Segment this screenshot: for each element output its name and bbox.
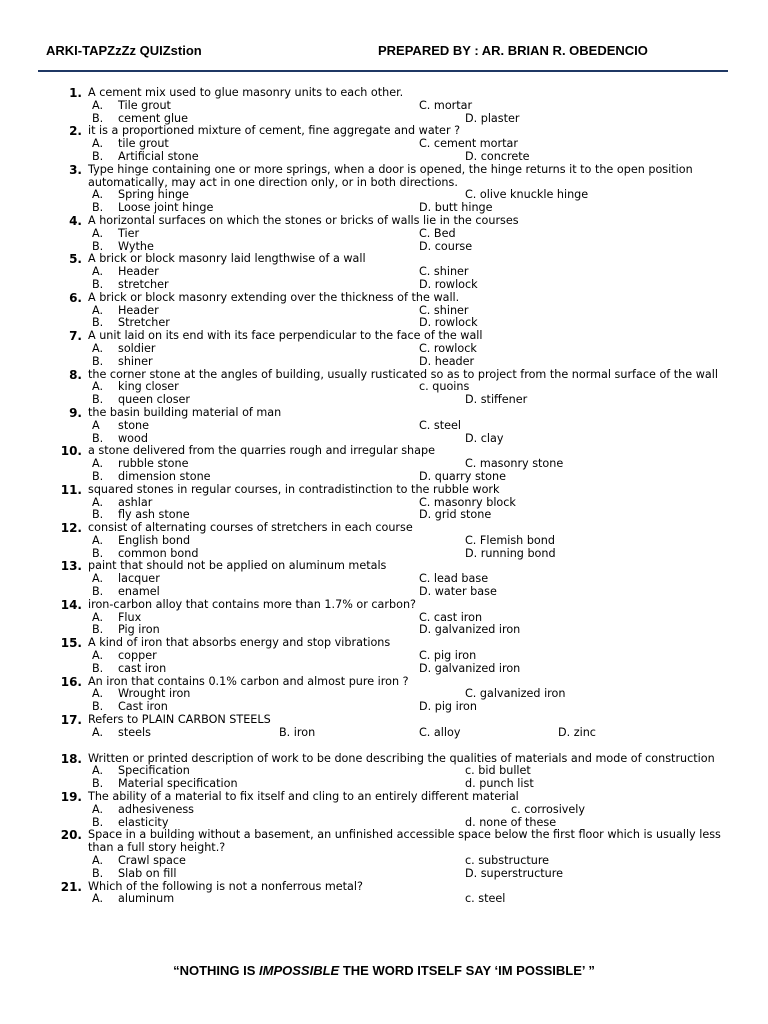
- question-item: [0, 292, 768, 305]
- question-number: 7.: [69, 329, 82, 344]
- option-letter: A.: [92, 380, 104, 394]
- option-row: [0, 279, 768, 292]
- option-row: [0, 727, 768, 740]
- option-text: enamel: [118, 585, 160, 599]
- option-text: soldier: [118, 341, 156, 355]
- option-right: C. masonry stone: [465, 457, 564, 471]
- question-item: [0, 637, 768, 650]
- option-text: Material specification: [118, 777, 238, 791]
- option-text: cast iron: [118, 661, 167, 675]
- option-letter: B.: [92, 393, 104, 407]
- question-item: [0, 330, 768, 343]
- option-letter: B.: [92, 777, 104, 791]
- option-text: adhesiveness: [118, 802, 195, 816]
- option-letter: B.: [92, 546, 104, 560]
- question-number: 6.: [69, 290, 82, 305]
- option-left: [92, 394, 190, 407]
- option-text: Flux: [118, 610, 142, 624]
- question-text: A cement mix used to glue masonry units to each other.: [88, 86, 404, 99]
- option-letter: A.: [92, 457, 104, 471]
- option-left: [92, 586, 160, 599]
- question-item: [0, 829, 768, 855]
- question-item: [0, 215, 768, 228]
- footer-quote-end: THE WORD ITSELF SAY ‘IM POSSIBLE’ ”: [339, 963, 595, 978]
- footer-quote-start: “NOTHING IS: [173, 963, 260, 978]
- option-text: Artificial stone: [118, 149, 199, 163]
- question-item: [0, 484, 768, 497]
- question-text: An iron that contains 0.1% carbon and almost pure iron ?: [88, 674, 409, 688]
- option-text: rubble stone: [118, 457, 189, 471]
- question-item: [0, 87, 768, 100]
- question-text: Which of the following is not a nonferrous metal?: [88, 879, 363, 893]
- option-right: C. shiner: [419, 303, 469, 317]
- option-text: king closer: [118, 380, 179, 394]
- option-letter: B.: [92, 866, 104, 880]
- option-row: [0, 394, 768, 407]
- option-right: D. butt hinge: [419, 201, 493, 215]
- question-number: 17.: [60, 713, 82, 728]
- option-letter: B.: [92, 623, 104, 637]
- option-text: ashlar: [118, 495, 153, 509]
- option-text: wood: [118, 431, 148, 445]
- option-right: C. Bed: [419, 226, 456, 240]
- option-text: Cast iron: [118, 700, 168, 714]
- question-item: [0, 125, 768, 138]
- option-right: D. running bond: [465, 546, 556, 560]
- option-right: D. galvanized iron: [419, 623, 521, 637]
- option-right: D. quarry stone: [419, 469, 506, 483]
- question-number: 10.: [60, 444, 82, 459]
- option-choice: B. iron: [279, 725, 316, 739]
- question-item: [0, 369, 768, 382]
- option-letter: A.: [92, 341, 104, 355]
- question-text: Written or printed description of work to be done describing the qualities of materials and mode of construction: [88, 751, 715, 765]
- option-text: Tile grout: [118, 98, 171, 112]
- option-row: [0, 228, 768, 241]
- option-letter: A.: [92, 98, 104, 112]
- option-row: [0, 535, 768, 548]
- option-left: [92, 151, 199, 164]
- question-number: 11.: [60, 482, 82, 497]
- option-row: [0, 893, 768, 906]
- question-text: the corner stone at the angles of building, usually rusticated so as to project from the normal surface of the wall: [88, 367, 718, 381]
- option-right: D. concrete: [465, 149, 530, 163]
- option-row: [0, 497, 768, 510]
- question-text: paint that should not be applied on aluminum metals: [88, 559, 387, 573]
- question-item: [0, 560, 768, 573]
- option-text: Slab on fill: [118, 866, 177, 880]
- option-letter: A.: [92, 572, 104, 586]
- question-number: 8.: [69, 367, 82, 382]
- question-text: A kind of iron that absorbs energy and stop vibrations: [88, 636, 391, 650]
- option-letter: A.: [92, 802, 104, 816]
- option-right: D. superstructure: [465, 866, 563, 880]
- option-text: Loose joint hinge: [118, 201, 214, 215]
- option-letter: A.: [92, 495, 104, 509]
- option-row: [0, 765, 768, 778]
- question-item: [0, 599, 768, 612]
- option-row: [0, 458, 768, 471]
- question-item: [0, 753, 768, 766]
- option-text: Wrought iron: [118, 687, 191, 701]
- option-text: queen closer: [118, 393, 191, 407]
- option-right: c. steel: [465, 892, 506, 906]
- question-number: 21.: [60, 879, 82, 894]
- option-right: C. galvanized iron: [465, 687, 566, 701]
- question-number: 1.: [69, 86, 82, 100]
- footer-quote: [0, 963, 768, 978]
- option-right: D. stiffener: [465, 393, 528, 407]
- question-number: 20.: [60, 828, 82, 843]
- option-row: [0, 420, 768, 433]
- option-row: [0, 573, 768, 586]
- option-right: C. olive knuckle hinge: [465, 188, 589, 202]
- option-letter: B.: [92, 354, 104, 368]
- option-text: fly ash stone: [118, 508, 190, 522]
- option-letter: B.: [92, 239, 104, 253]
- option-text: lacquer: [118, 572, 160, 586]
- footer-quote-emphasis: IMPOSSIBLE: [259, 963, 340, 978]
- option-letter: B.: [92, 316, 104, 330]
- option-letter: A.: [92, 188, 104, 202]
- question-text: A brick or block masonry extending over the thickness of the wall.: [88, 290, 460, 304]
- option-right: C. mortar: [419, 98, 473, 112]
- option-left: [92, 893, 174, 906]
- option-left: [92, 471, 211, 484]
- option-row: [0, 868, 768, 881]
- option-letter: B.: [92, 201, 104, 215]
- option-right: D. plaster: [465, 111, 520, 125]
- quiz-title: ARKI-TAPZzZz QUIZstion: [46, 43, 202, 58]
- option-right: C. masonry block: [419, 495, 516, 509]
- option-text: Stretcher: [118, 316, 170, 330]
- question-number: 18.: [60, 751, 82, 766]
- option-right: c. corrosively: [511, 802, 586, 816]
- question-text: A horizontal surfaces on which the stones or bricks of walls lie in the courses: [88, 213, 519, 227]
- option-right: D. grid stone: [419, 508, 492, 522]
- option-letter: B.: [92, 111, 104, 125]
- option-letter: A.: [92, 265, 104, 279]
- question-text: it is a proportioned mixture of cement, fine aggregate and water ?: [88, 124, 461, 138]
- option-right: C. lead base: [419, 572, 489, 586]
- option-row: [0, 804, 768, 817]
- option-text: Spring hinge: [118, 188, 189, 202]
- option-letter: B.: [92, 431, 104, 445]
- option-text: shiner: [118, 354, 153, 368]
- question-number: 16.: [60, 674, 82, 689]
- option-right: C. cast iron: [419, 610, 483, 624]
- option-letter: B.: [92, 277, 104, 291]
- question-item: [0, 253, 768, 266]
- option-right: C. rowlock: [419, 341, 477, 355]
- option-right: D. course: [419, 239, 473, 253]
- option-letter: A.: [92, 725, 104, 739]
- option-letter: A.: [92, 226, 104, 240]
- option-letter: A.: [92, 687, 104, 701]
- option-row: [0, 855, 768, 868]
- option-letter: A.: [92, 610, 104, 624]
- prepared-by: PREPARED BY : AR. BRIAN R. OBEDENCIO: [378, 43, 648, 58]
- option-letter: A.: [92, 649, 104, 663]
- question-number: 13.: [60, 559, 82, 574]
- option-text: steels: [118, 725, 151, 739]
- question-spacer: [0, 740, 768, 753]
- option-row: [0, 356, 768, 369]
- question-item: [0, 164, 768, 190]
- option-left: [92, 868, 176, 881]
- option-right: C. pig iron: [419, 649, 477, 663]
- option-a: [92, 727, 151, 740]
- option-row: [0, 586, 768, 599]
- option-text: cement glue: [118, 111, 189, 125]
- option-text: Header: [118, 303, 159, 317]
- question-text: a stone delivered from the quarries rough and irregular shape: [88, 444, 435, 458]
- question-text: Refers to PLAIN CARBON STEELS: [88, 713, 271, 727]
- option-text: elasticity: [118, 815, 169, 829]
- question-item: [0, 407, 768, 420]
- option-row: [0, 688, 768, 701]
- option-right: D. galvanized iron: [419, 661, 521, 675]
- question-number: 9.: [69, 405, 82, 420]
- option-letter: A: [92, 418, 100, 432]
- question-number: 15.: [60, 636, 82, 651]
- option-right: C. Flemish bond: [465, 533, 555, 547]
- option-row: [0, 266, 768, 279]
- option-text: aluminum: [118, 892, 175, 906]
- option-right: D. pig iron: [419, 700, 477, 714]
- question-text: A brick or block masonry laid lengthwise of a wall: [88, 252, 366, 266]
- option-text: tile grout: [118, 137, 169, 151]
- option-letter: B.: [92, 469, 104, 483]
- option-row: [0, 151, 768, 164]
- option-text: Pig iron: [118, 623, 160, 637]
- option-right: c. bid bullet: [465, 764, 531, 778]
- option-letter: B.: [92, 661, 104, 675]
- option-letter: B.: [92, 508, 104, 522]
- option-choice: C. alloy: [419, 725, 461, 739]
- option-text: Crawl space: [118, 854, 186, 868]
- option-row: [0, 471, 768, 484]
- question-item: [0, 714, 768, 727]
- header-divider: [38, 70, 728, 72]
- question-text: Type hinge containing one or more springs, when a door is opened, the hinge returns it to the open position automatically, may act in one direction only, or in both directions.: [88, 162, 693, 189]
- question-item: [0, 445, 768, 458]
- option-letter: A.: [92, 892, 104, 906]
- option-text: Header: [118, 265, 159, 279]
- option-row: [0, 612, 768, 625]
- option-choice: D. zinc: [558, 725, 596, 739]
- option-right: D. clay: [465, 431, 504, 445]
- question-number: 19.: [60, 790, 82, 805]
- option-row: [0, 663, 768, 676]
- option-right: d. punch list: [465, 777, 534, 791]
- question-text: squared stones in regular courses, in contradistinction to the rubble work: [88, 482, 500, 496]
- option-right: D. header: [419, 354, 475, 368]
- question-text: A unit laid on its end with its face perpendicular to the face of the wall: [88, 329, 483, 343]
- option-row: [0, 100, 768, 113]
- option-text: Specification: [118, 764, 190, 778]
- option-right: c. substructure: [465, 854, 550, 868]
- option-right: d. none of these: [465, 815, 557, 829]
- question-item: [0, 676, 768, 689]
- option-row: [0, 650, 768, 663]
- option-left: [92, 279, 169, 292]
- option-row: [0, 189, 768, 202]
- option-row: [0, 343, 768, 356]
- question-number: 3.: [69, 162, 82, 177]
- option-right: C. cement mortar: [419, 137, 518, 151]
- option-letter: B.: [92, 815, 104, 829]
- option-letter: B.: [92, 700, 104, 714]
- question-item: [0, 881, 768, 894]
- question-number: 14.: [60, 597, 82, 612]
- question-text: Space in a building without a basement, an unfinished accessible space below the first floor which is usually less than a full story height.?: [88, 828, 721, 855]
- option-text: copper: [118, 649, 157, 663]
- option-letter: B.: [92, 585, 104, 599]
- question-list: [0, 87, 768, 906]
- option-right: D. rowlock: [419, 277, 478, 291]
- question-text: the basin building material of man: [88, 405, 282, 419]
- question-item: [0, 522, 768, 535]
- question-item: [0, 791, 768, 804]
- option-letter: B.: [92, 149, 104, 163]
- question-number: 5.: [69, 252, 82, 267]
- option-text: stretcher: [118, 277, 169, 291]
- option-letter: A.: [92, 764, 104, 778]
- option-letter: A.: [92, 854, 104, 868]
- option-row: [0, 305, 768, 318]
- option-right: D. rowlock: [419, 316, 478, 330]
- option-letter: A.: [92, 303, 104, 317]
- option-row: [0, 138, 768, 151]
- option-letter: A.: [92, 533, 104, 547]
- option-row: [0, 381, 768, 394]
- option-text: Tier: [118, 226, 140, 240]
- question-text: iron-carbon alloy that contains more than 1.7% or carbon?: [88, 597, 416, 611]
- option-text: stone: [118, 418, 150, 432]
- question-number: 2.: [69, 124, 82, 139]
- option-right: C. steel: [419, 418, 462, 432]
- option-right: C. shiner: [419, 265, 469, 279]
- option-letter: A.: [92, 137, 104, 151]
- question-number: 4.: [69, 213, 82, 228]
- option-left: [92, 663, 166, 676]
- option-right: D. water base: [419, 585, 497, 599]
- question-number: 12.: [60, 521, 82, 536]
- option-text: Wythe: [118, 239, 154, 253]
- option-left: [92, 356, 153, 369]
- option-text: common bond: [118, 546, 199, 560]
- option-right: c. quoins: [419, 380, 470, 394]
- question-text: consist of alternating courses of stretchers in each course: [88, 521, 413, 535]
- question-text: The ability of a material to fix itself and cling to an entirely different material: [88, 790, 519, 804]
- option-text: dimension stone: [118, 469, 211, 483]
- option-text: English bond: [118, 533, 191, 547]
